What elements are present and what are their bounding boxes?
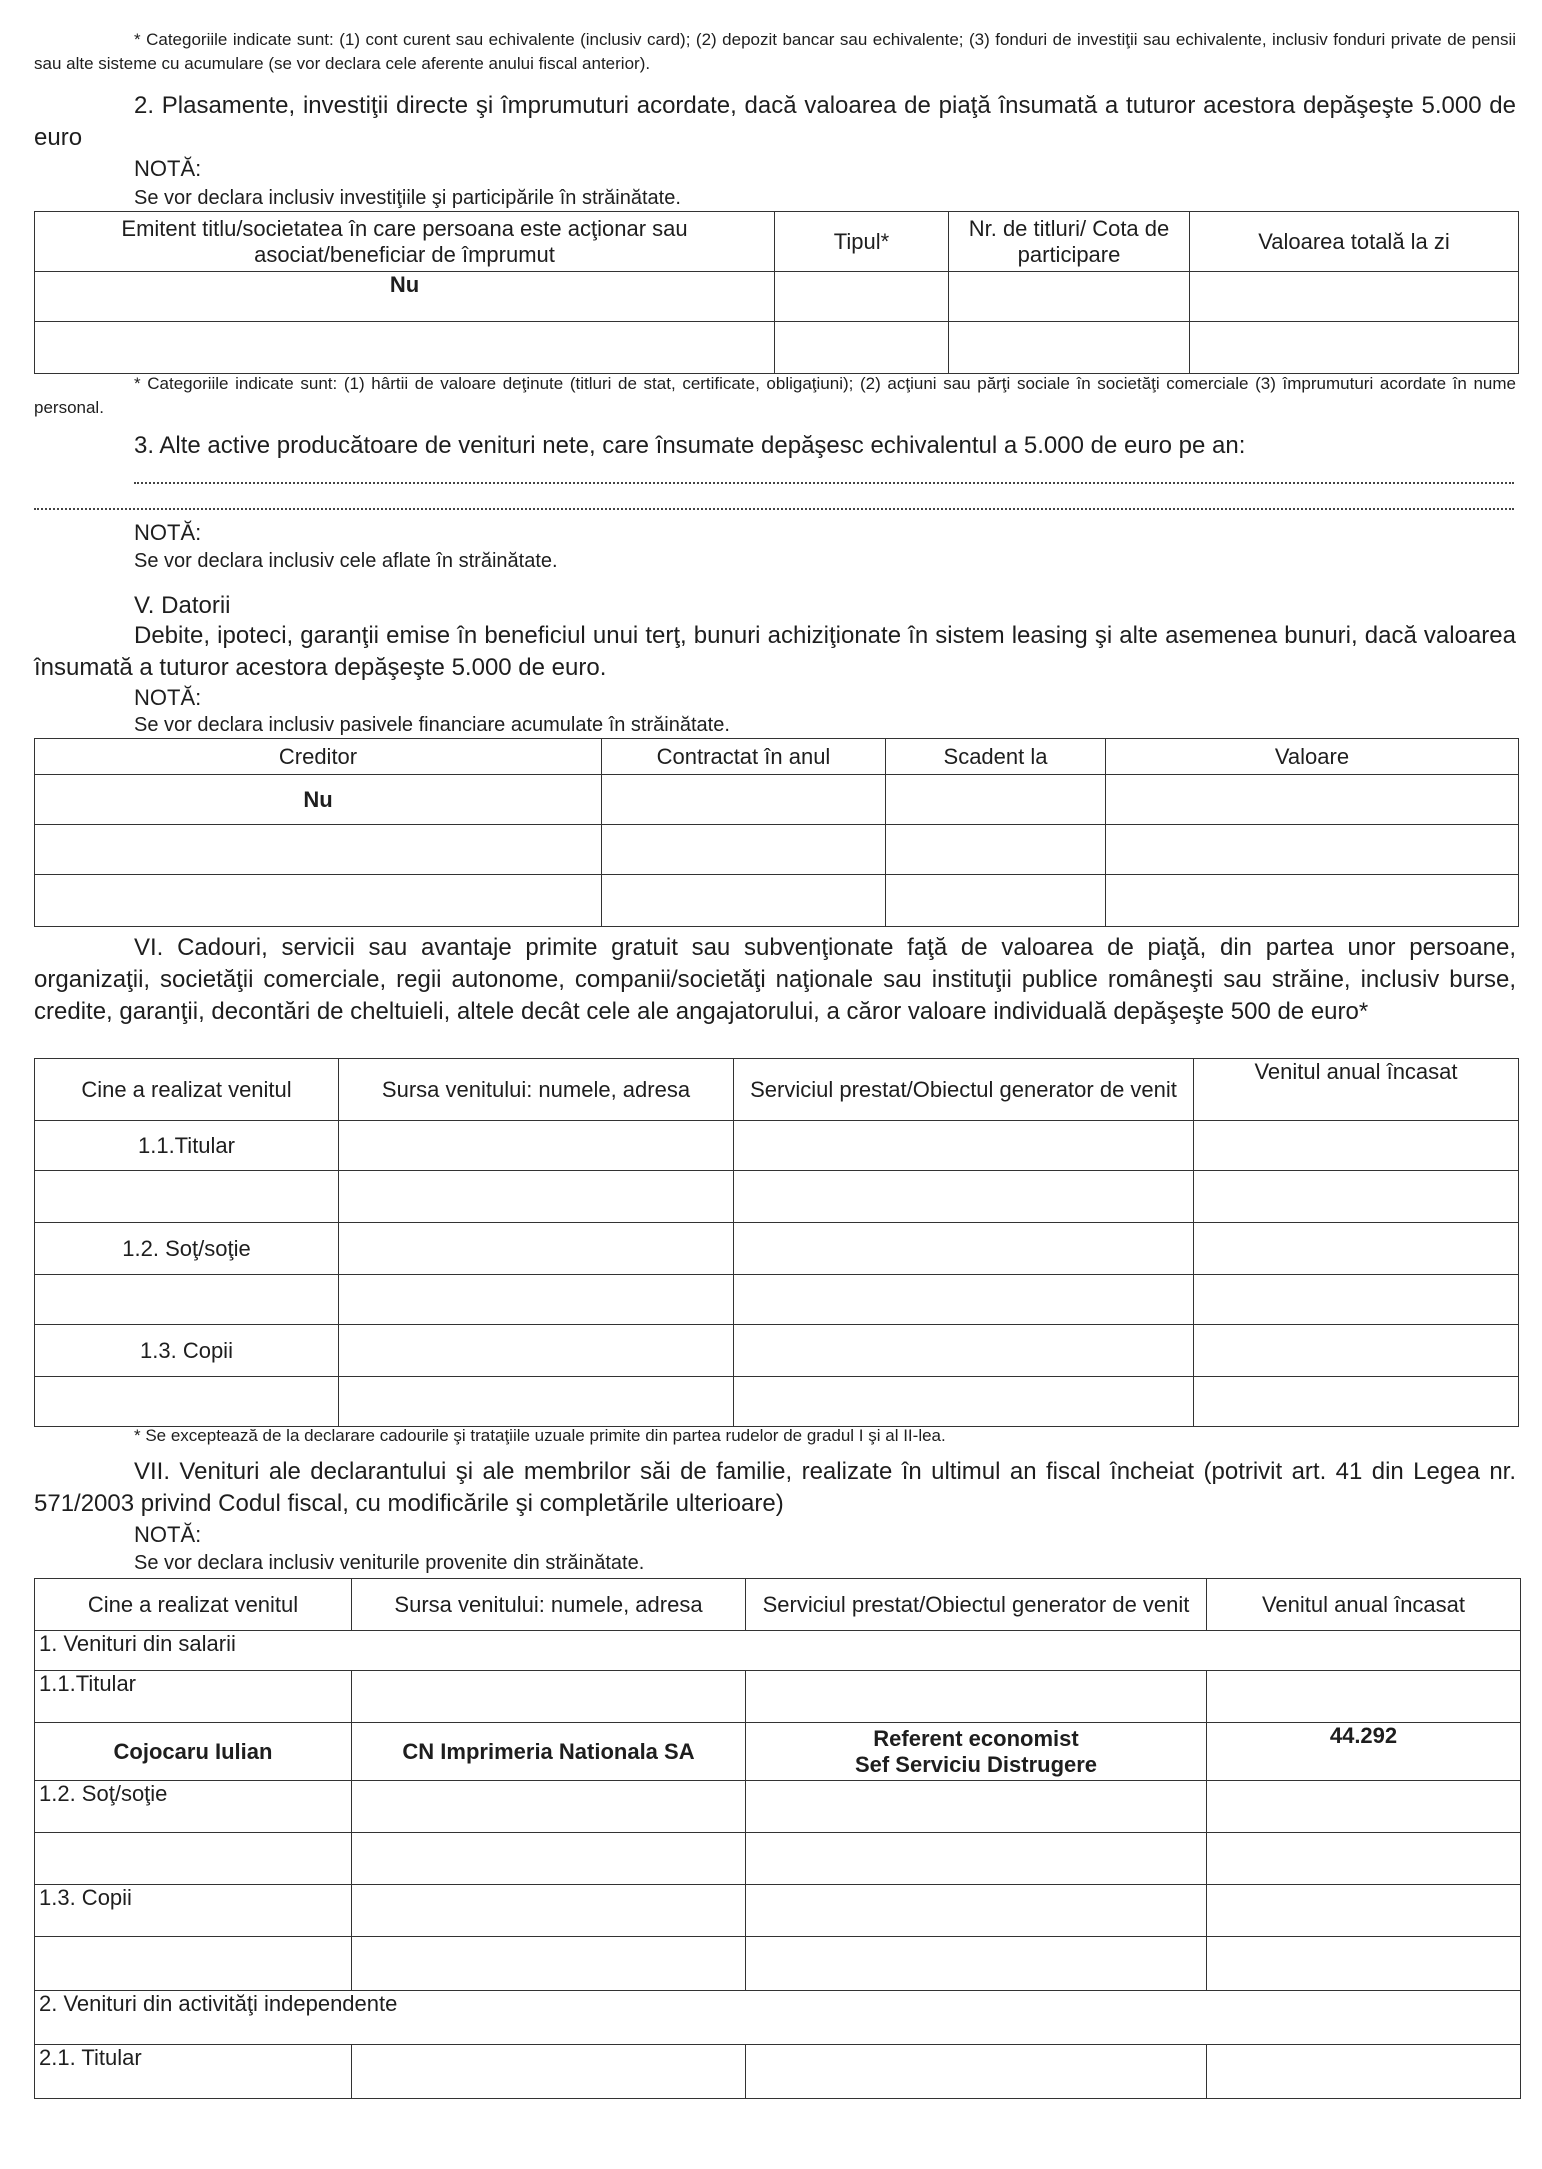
table-cell	[35, 1171, 339, 1223]
table-cell	[1106, 875, 1519, 927]
header-shares: Nr. de titluri/ Cota de participare	[949, 212, 1190, 272]
table-cell	[339, 1121, 734, 1171]
table-cell	[352, 1937, 746, 1991]
table-row	[35, 1885, 1521, 1937]
table-row	[35, 1223, 1519, 1275]
table-header-row	[35, 739, 1519, 775]
section5-nota-text: Se vor declara inclusiv pasivele financiare acumulate în străinătate.	[134, 714, 730, 736]
table-cell	[339, 1325, 734, 1377]
service-line-2: Sef Serviciu Distrugere	[854, 1751, 1098, 1777]
table-cell	[339, 1377, 734, 1427]
table-row	[35, 1325, 1519, 1377]
row-label-children: 1.3. Copii	[35, 1885, 352, 1937]
table-cell	[1207, 1937, 1521, 1991]
table-row	[35, 322, 1519, 374]
table-cell	[35, 1833, 352, 1885]
row-label-titular: 2.1. Titular	[35, 2045, 352, 2099]
table-cell	[35, 825, 602, 875]
table-cell: 1.2. Soţ/soţie	[35, 1223, 339, 1275]
table-cell	[949, 272, 1190, 322]
table-row	[35, 2045, 1521, 2099]
income-who: Cojocaru Iulian	[35, 1723, 352, 1781]
table-cell	[746, 1671, 1207, 1723]
table-cell	[1194, 1223, 1519, 1275]
table-cell	[352, 1833, 746, 1885]
section5-text: Debite, ipoteci, garanţii emise în beneficiul unui terţ, bunuri achiziţionate în sistem leasing şi alte asemenea bunuri, dacă valoarea însumată a tuturor acestora depăşeşte 5.000 de euro.	[34, 622, 1516, 681]
dotted-line	[134, 482, 1514, 484]
table-cell	[1106, 775, 1519, 825]
table-row	[35, 272, 1519, 322]
section5-title: V. Datorii	[134, 592, 231, 619]
header-source: Sursa venitului: numele, adresa	[352, 1579, 746, 1631]
table-cell	[1194, 1325, 1519, 1377]
section3-nota-text: Se vor declara inclusiv cele aflate în străinătate.	[134, 550, 558, 572]
service-line-1: Referent economist	[873, 1725, 1079, 1751]
row-label-titular: 1.1.Titular	[35, 1671, 352, 1723]
table-row	[35, 875, 1519, 927]
dotted-line	[34, 508, 1514, 510]
table-cell	[602, 775, 886, 825]
table-cell: Nu	[35, 272, 775, 322]
header-annual-income: Venitul anual încasat	[1207, 1579, 1521, 1631]
table-cell	[1207, 1781, 1521, 1833]
table-cell	[746, 2045, 1207, 2099]
section2-nota-text: Se vor declara inclusiv investiţiile şi participările în străinătate.	[134, 187, 681, 209]
table-row	[35, 1833, 1521, 1885]
table-cell	[1194, 1121, 1519, 1171]
table-header-row	[35, 1579, 1521, 1631]
table-row	[35, 1671, 1521, 1723]
header-contracted-year: Contractat în anul	[602, 739, 886, 775]
table-row	[35, 1171, 1519, 1223]
table-cell	[734, 1325, 1194, 1377]
table-cell	[1194, 1377, 1519, 1427]
table-cell	[602, 825, 886, 875]
header-service: Serviciul prestat/Obiectul generator de venit	[746, 1579, 1207, 1631]
table-cell	[746, 1781, 1207, 1833]
income-source: CN Imprimeria Nationala SA	[352, 1723, 746, 1781]
table-header-row	[35, 212, 1519, 272]
section6-text: VI. Cadouri, servicii sau avantaje primite gratuit sau subvenţionate faţă de valoarea de piaţă, din partea unor persoane, organizaţii, societăţii comerciale, regii autonome, companii/societăţi naţionale sau instituţii publice româneşti sau străine, inclusiv burse, credite, garanţii, decontări de cheltuieli, altele decât cele ale angajatorului, a căror valoare individuală depăşeşte 500 de euro*	[34, 934, 1516, 1025]
header-creditor: Creditor	[35, 739, 602, 775]
header-due-date: Scadent la	[886, 739, 1106, 775]
table-cell	[1207, 1885, 1521, 1937]
header-issuer: Emitent titlu/societatea în care persoana este acţionar sau asociat/beneficiar de împrumut	[35, 212, 775, 272]
table-cell	[1207, 1671, 1521, 1723]
debts-table	[34, 738, 1519, 927]
section5-nota-label: NOTĂ:	[134, 685, 202, 710]
table-cell	[775, 272, 949, 322]
category-salaries: 1. Venituri din salarii	[35, 1631, 1521, 1671]
table-cell	[1190, 322, 1519, 374]
income-entry-row	[35, 1723, 1521, 1781]
category-row	[35, 1991, 1521, 2045]
table-cell	[734, 1171, 1194, 1223]
table-cell	[1106, 825, 1519, 875]
header-total-value: Valoarea totală la zi	[1190, 212, 1519, 272]
table-cell	[886, 875, 1106, 927]
header-source: Sursa venitului: numele, adresa	[339, 1059, 734, 1121]
table-cell	[886, 825, 1106, 875]
section3-text: 3. Alte active producătoare de venituri nete, care însumate depăşesc echivalentul a 5.000 de euro pe an:	[134, 432, 1246, 459]
section3-nota-label: NOTĂ:	[134, 520, 202, 545]
table-cell: Nu	[35, 775, 602, 825]
section2-nota-label: NOTĂ:	[134, 156, 202, 181]
table-cell	[35, 322, 775, 374]
table-cell	[35, 1377, 339, 1427]
table-row	[35, 1121, 1519, 1171]
income-table	[34, 1578, 1521, 2099]
table-cell	[35, 1937, 352, 1991]
table-cell	[35, 875, 602, 927]
income-service	[746, 1723, 1207, 1781]
table-cell	[1190, 272, 1519, 322]
header-value: Valoare	[1106, 739, 1519, 775]
table-cell	[352, 1671, 746, 1723]
table-cell	[352, 1781, 746, 1833]
table-row	[35, 1275, 1519, 1325]
table-cell	[746, 1833, 1207, 1885]
header-who: Cine a realizat venitul	[35, 1579, 352, 1631]
income-amount: 44.292	[1207, 1723, 1521, 1781]
table-header-row	[35, 1059, 1519, 1121]
table-cell	[1194, 1275, 1519, 1325]
section7-nota-text: Se vor declara inclusiv veniturile provenite din străinătate.	[134, 1552, 645, 1574]
table-cell	[352, 1885, 746, 1937]
table-cell	[746, 1937, 1207, 1991]
table-cell	[734, 1223, 1194, 1275]
table-cell	[602, 875, 886, 927]
table-cell	[746, 1885, 1207, 1937]
table-cell	[339, 1223, 734, 1275]
table-cell	[734, 1275, 1194, 1325]
gifts-table	[34, 1058, 1519, 1427]
header-type: Tipul*	[775, 212, 949, 272]
table-cell: 1.3. Copii	[35, 1325, 339, 1377]
table-row	[35, 1937, 1521, 1991]
table-cell	[352, 2045, 746, 2099]
category-independent: 2. Venituri din activităţi independente	[35, 1991, 1521, 2045]
table-row	[35, 1781, 1521, 1833]
table-cell	[1194, 1171, 1519, 1223]
table-cell	[1207, 2045, 1521, 2099]
section2-footnote: * Categoriile indicate sunt: (1) hârtii de valoare deţinute (titluri de stat, certificate, obligaţiuni); (2) acţiuni sau părţi sociale în societăţi comerciale (3) împrumuturi acordate în nume personal.	[34, 374, 1516, 417]
table-cell	[339, 1275, 734, 1325]
table-cell: 1.1.Titular	[35, 1121, 339, 1171]
table-cell	[949, 322, 1190, 374]
table-cell	[35, 1275, 339, 1325]
table-cell	[339, 1171, 734, 1223]
table-row	[35, 1377, 1519, 1427]
section2-text: 2. Plasamente, investiţii directe şi împrumuturi acordate, dacă valoarea de piaţă însumată a tuturor acestora depăşeşte 5.000 de euro	[34, 92, 1516, 151]
section7-text: VII. Venituri ale declarantului şi ale membrilor săi de familie, realizate în ultimul an fiscal încheiat (potrivit art. 41 din Legea nr. 571/2003 privind Codul fiscal, cu modificările şi completările ulterioare)	[34, 1458, 1516, 1517]
table-row	[35, 775, 1519, 825]
investments-table	[34, 211, 1519, 374]
row-label-spouse: 1.2. Soţ/soţie	[35, 1781, 352, 1833]
category-row	[35, 1631, 1521, 1671]
table-cell	[734, 1377, 1194, 1427]
table-cell	[734, 1121, 1194, 1171]
table-row	[35, 825, 1519, 875]
header-service: Serviciul prestat/Obiectul generator de venit	[734, 1059, 1194, 1121]
table-cell	[1207, 1833, 1521, 1885]
header-who: Cine a realizat venitul	[35, 1059, 339, 1121]
footnote-accounts: * Categoriile indicate sunt: (1) cont curent sau echivalente (inclusiv card); (2) depozit bancar sau echivalente; (3) fonduri de investiţii sau echivalente, inclusiv fonduri private de pensii sau alte sisteme cu acumulare (se vor declara cele aferente anului fiscal anterior).	[34, 30, 1516, 73]
header-annual-income: Venitul anual încasat	[1194, 1059, 1519, 1121]
table-cell	[775, 322, 949, 374]
section7-nota-label: NOTĂ:	[134, 1522, 202, 1547]
section6-footnote: * Se exceptează de la declarare cadourile şi trataţiile uzuale primite din partea rudelor de gradul I şi al II-lea.	[134, 1426, 946, 1445]
table-cell	[886, 775, 1106, 825]
